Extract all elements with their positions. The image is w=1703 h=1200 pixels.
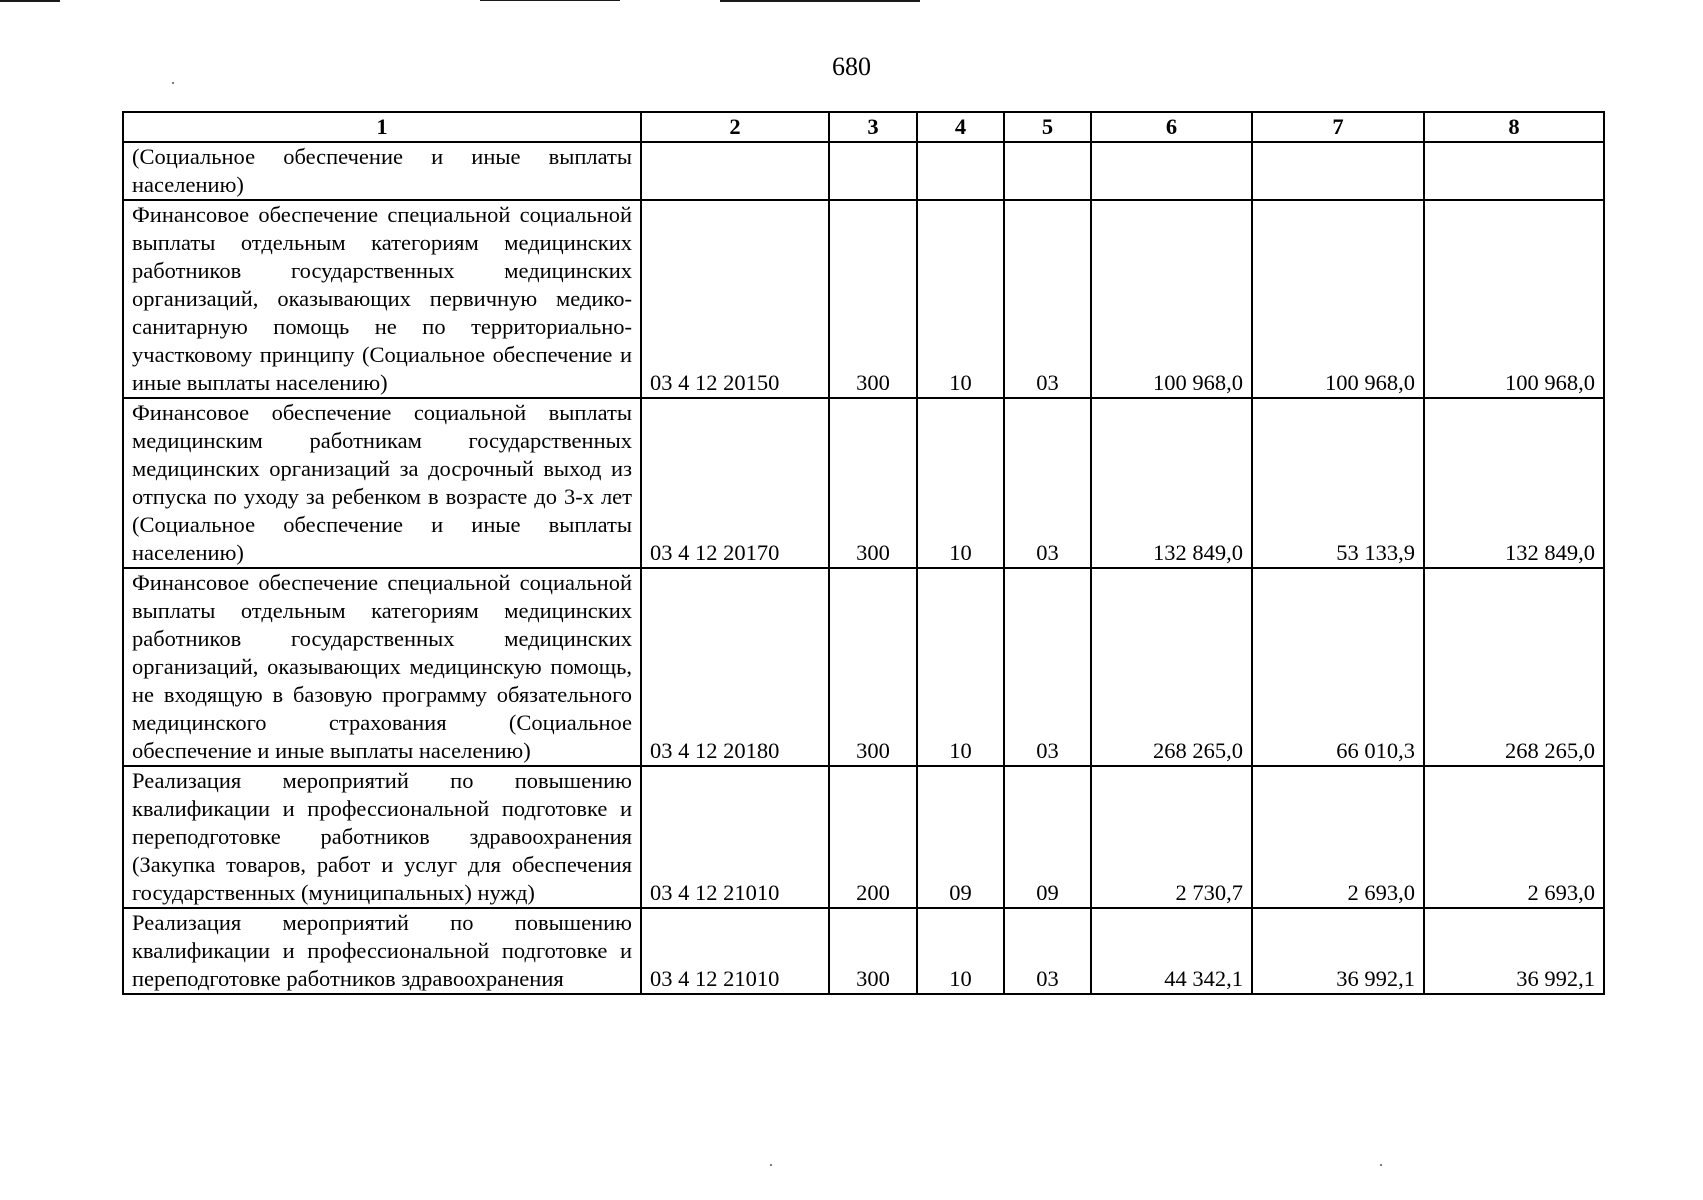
subsection-code: 03	[1004, 568, 1091, 766]
amount-col-6: 268 265,0	[1091, 568, 1252, 766]
subsection-code: 03	[1004, 908, 1091, 994]
amount-col-6: 2 730,7	[1091, 766, 1252, 908]
table-row	[123, 766, 1604, 908]
scan-speck	[770, 1164, 772, 1166]
section-code: 10	[917, 908, 1004, 994]
amount-col-8: 36 992,1	[1424, 908, 1604, 994]
amount-col-7	[1252, 142, 1424, 200]
table-row	[123, 200, 1604, 398]
page-number: 680	[832, 52, 871, 81]
subsection-code: 09	[1004, 766, 1091, 908]
target-article-code: 03 4 12 20180	[641, 568, 829, 766]
column-header: 3	[829, 112, 917, 142]
column-header: 4	[917, 112, 1004, 142]
table-header-row	[123, 112, 1604, 142]
section-code: 10	[917, 568, 1004, 766]
amount-col-6: 132 849,0	[1091, 398, 1252, 568]
budget-allocation-table	[122, 111, 1605, 995]
section-code: 10	[917, 398, 1004, 568]
amount-col-7: 66 010,3	[1252, 568, 1424, 766]
row-description: Финансовое обеспечение специальной социальной выплаты отдельным категориям медицинских работников государственных медицинских организаций, оказывающих первичную медико-санитарную помощь не по территориально-участковому принципу (Социальное обеспечение и иные выплаты населению)	[123, 200, 641, 398]
amount-col-6: 44 342,1	[1091, 908, 1252, 994]
row-description: Финансовое обеспечение социальной выплаты медицинским работникам государственных медицинских организаций за досрочный выход из отпуска по уходу за ребенком в возрасте до 3-х лет (Социальное обеспечение и иные выплаты населению)	[123, 398, 641, 568]
subsection-code	[1004, 142, 1091, 200]
expense-type-code: 300	[829, 568, 917, 766]
section-code: 10	[917, 200, 1004, 398]
top-edge-rule	[720, 0, 920, 2]
expense-type-code: 200	[829, 766, 917, 908]
target-article-code	[641, 142, 829, 200]
table-row	[123, 908, 1604, 994]
column-header: 2	[641, 112, 829, 142]
amount-col-8: 132 849,0	[1424, 398, 1604, 568]
section-code	[917, 142, 1004, 200]
amount-col-7: 53 133,9	[1252, 398, 1424, 568]
target-article-code: 03 4 12 21010	[641, 766, 829, 908]
table-row	[123, 568, 1604, 766]
subsection-code: 03	[1004, 398, 1091, 568]
column-header: 1	[123, 112, 641, 142]
expense-type-code	[829, 142, 917, 200]
table-row	[123, 398, 1604, 568]
section-code: 09	[917, 766, 1004, 908]
row-description: Финансовое обеспечение специальной социальной выплаты отдельным категориям медицинских работников государственных медицинских организаций, оказывающих медицинскую помощь, не входящую в базовую программу обязательного медицинского страхования (Социальное обеспечение и иные выплаты населению)	[123, 568, 641, 766]
amount-col-8: 100 968,0	[1424, 200, 1604, 398]
subsection-code: 03	[1004, 200, 1091, 398]
column-header: 5	[1004, 112, 1091, 142]
column-header: 8	[1424, 112, 1604, 142]
amount-col-7: 2 693,0	[1252, 766, 1424, 908]
row-description: Реализация мероприятий по повышению квалификации и профессиональной подготовке и переподготовке работников здравоохранения	[123, 908, 641, 994]
amount-col-8: 2 693,0	[1424, 766, 1604, 908]
top-edge-rule	[480, 0, 620, 1]
top-edge-rule	[0, 0, 60, 2]
amount-col-7: 100 968,0	[1252, 200, 1424, 398]
table-row	[123, 142, 1604, 200]
amount-col-6: 100 968,0	[1091, 200, 1252, 398]
target-article-code: 03 4 12 21010	[641, 908, 829, 994]
column-header: 6	[1091, 112, 1252, 142]
column-header: 7	[1252, 112, 1424, 142]
amount-col-7: 36 992,1	[1252, 908, 1424, 994]
scan-speck	[1380, 1164, 1382, 1166]
amount-col-8	[1424, 142, 1604, 200]
target-article-code: 03 4 12 20170	[641, 398, 829, 568]
amount-col-6	[1091, 142, 1252, 200]
expense-type-code: 300	[829, 398, 917, 568]
row-description: (Социальное обеспечение и иные выплаты населению)	[123, 142, 641, 200]
row-description: Реализация мероприятий по повышению квалификации и профессиональной подготовке и переподготовке работников здравоохранения (Закупка товаров, работ и услуг для обеспечения государственных (муниципальных) нужд)	[123, 766, 641, 908]
target-article-code: 03 4 12 20150	[641, 200, 829, 398]
amount-col-8: 268 265,0	[1424, 568, 1604, 766]
expense-type-code: 300	[829, 908, 917, 994]
scan-speck	[172, 82, 174, 84]
expense-type-code: 300	[829, 200, 917, 398]
